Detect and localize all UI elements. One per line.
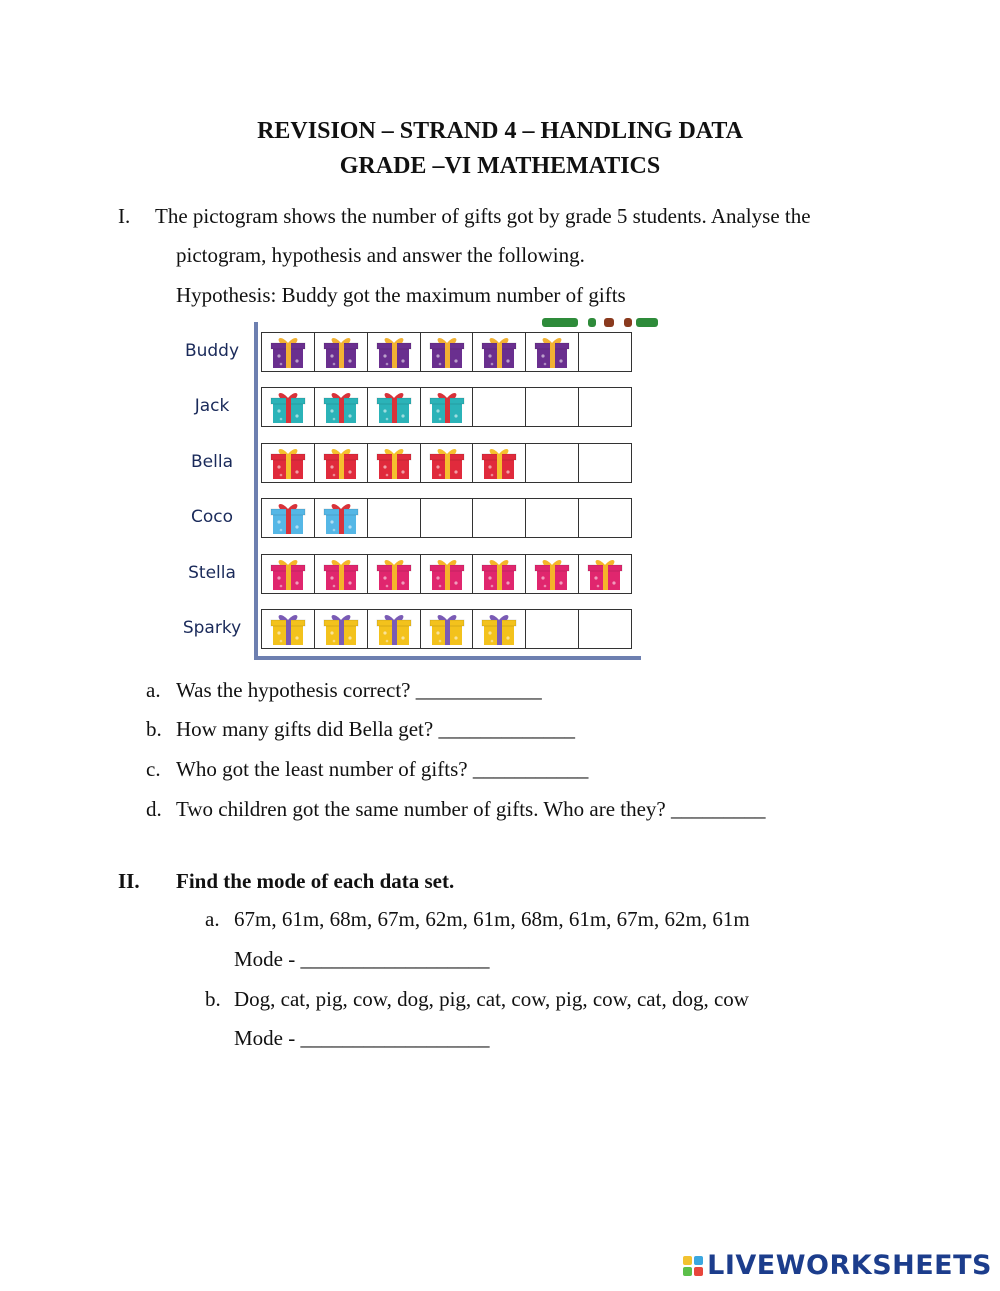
question-letter: c. [146, 757, 161, 781]
question-text[interactable]: How many gifts did Bella get? _____________ [176, 717, 575, 741]
pictogram-row-label: Bella [191, 452, 233, 472]
gift-icon [374, 556, 414, 592]
pictogram-cell [262, 333, 315, 371]
pictogram-cell [579, 333, 631, 371]
pictogram-cell [421, 610, 474, 648]
question-letter: d. [146, 797, 162, 821]
pictogram-cell [526, 610, 579, 648]
pictogram-cell [262, 555, 315, 593]
hypothesis-text: Hypothesis: Buddy got the maximum number of gifts [176, 283, 626, 307]
pictogram-cell [262, 388, 315, 426]
decoration-strip [588, 318, 596, 327]
gift-icon [268, 389, 308, 425]
gift-icon [374, 389, 414, 425]
gift-icon [427, 611, 467, 647]
pictogram-cell [262, 444, 315, 482]
pictogram-axis-horizontal [254, 656, 641, 660]
pictogram-row-label: Stella [188, 563, 236, 583]
gift-icon [321, 556, 361, 592]
gift-icon [321, 500, 361, 536]
pictogram-cell [473, 444, 526, 482]
question-letter: b. [146, 717, 162, 741]
gift-icon [427, 556, 467, 592]
pictogram-cell [526, 333, 579, 371]
pictogram-cell [579, 388, 631, 426]
pictogram-cell [473, 555, 526, 593]
pictogram-row [261, 332, 632, 372]
gift-icon [321, 389, 361, 425]
pictogram-cell [579, 499, 631, 537]
question-text[interactable]: Was the hypothesis correct? ____________ [176, 678, 542, 702]
pictogram-cell [421, 388, 474, 426]
pictogram-cell [526, 499, 579, 537]
mode-answer-a[interactable]: Mode - __________________ [234, 947, 490, 971]
gift-icon [479, 334, 519, 370]
gift-icon [585, 556, 625, 592]
pictogram-row-label: Jack [194, 396, 230, 416]
pictogram-cell [421, 444, 474, 482]
gift-icon [268, 611, 308, 647]
mode-item-letter: b. [205, 987, 221, 1011]
gift-icon [268, 445, 308, 481]
question-letter: a. [146, 678, 161, 702]
gift-icon [268, 500, 308, 536]
pictogram-cell [421, 499, 474, 537]
pictogram-cell [421, 333, 474, 371]
gift-icon [268, 556, 308, 592]
section2-heading: Find the mode of each data set. [176, 869, 455, 893]
pictogram-row [261, 443, 632, 483]
pictogram-cell [473, 333, 526, 371]
pictogram-cell [315, 388, 368, 426]
liveworksheets-logo [683, 1250, 992, 1281]
pictogram-cell [473, 610, 526, 648]
logo-mark-icon [683, 1256, 703, 1276]
worksheet-title-line2: GRADE –VI MATHEMATICS [339, 153, 661, 179]
gift-icon [268, 334, 308, 370]
pictogram-row-label: Buddy [184, 341, 240, 361]
pictogram-cell [315, 444, 368, 482]
gift-icon [427, 334, 467, 370]
section1-intro-line2: pictogram, hypothesis and answer the following. [176, 243, 585, 267]
pictogram-cell [368, 388, 421, 426]
decoration-strip [604, 318, 614, 327]
pictogram-cell [315, 555, 368, 593]
question-text[interactable]: Two children got the same number of gifts. Who are they? _________ [176, 797, 766, 821]
pictogram-row-label: Coco [190, 507, 234, 527]
pictogram-cell [579, 610, 631, 648]
mode-answer-b[interactable]: Mode - __________________ [234, 1026, 490, 1050]
pictogram-row-label: Sparky [182, 618, 242, 638]
section1-numeral: I. [118, 204, 131, 228]
gift-icon [374, 334, 414, 370]
gift-icon [479, 556, 519, 592]
pictogram-cell [526, 555, 579, 593]
gift-icon [532, 334, 572, 370]
gift-icon [427, 389, 467, 425]
worksheet-title-line1: REVISION – STRAND 4 – HANDLING DATA [257, 118, 743, 144]
gift-icon [374, 445, 414, 481]
pictogram-cell [368, 499, 421, 537]
pictogram-row [261, 498, 632, 538]
section1-intro-line1: The pictogram shows the number of gifts got by grade 5 students. Analyse the [155, 204, 811, 228]
pictogram-cell [579, 444, 631, 482]
logo-wordmark: LIVEWORKSHEETS [707, 1250, 992, 1281]
pictogram-row [261, 554, 632, 594]
decoration-strip [624, 318, 632, 327]
pictogram-cell [315, 333, 368, 371]
pictogram-cell [368, 444, 421, 482]
pictogram-cell [262, 610, 315, 648]
pictogram-row [261, 609, 632, 649]
gift-icon [321, 611, 361, 647]
pictogram-cell [473, 388, 526, 426]
gift-icon [479, 611, 519, 647]
pictogram-cell [526, 444, 579, 482]
pictogram-cell [368, 610, 421, 648]
pictogram-cell [262, 499, 315, 537]
decoration-strip [636, 318, 658, 327]
pictogram-cell [473, 499, 526, 537]
pictogram-cell [579, 555, 631, 593]
gift-icon [479, 445, 519, 481]
gift-pictogram [180, 318, 660, 663]
pictogram-cell [315, 499, 368, 537]
pictogram-cell [315, 610, 368, 648]
pictogram-row [261, 387, 632, 427]
gift-icon [532, 556, 572, 592]
gift-icon [374, 611, 414, 647]
mode-item-letter: a. [205, 907, 220, 931]
gift-icon [321, 445, 361, 481]
pictogram-cell [368, 333, 421, 371]
mode-dataset-a: 67m, 61m, 68m, 67m, 62m, 61m, 68m, 61m, 67m, 62m, 61m [234, 907, 750, 931]
gift-icon [321, 334, 361, 370]
pictogram-axis-vertical [254, 322, 258, 660]
mode-dataset-b: Dog, cat, pig, cow, dog, pig, cat, cow, pig, cow, cat, dog, cow [234, 987, 749, 1011]
decoration-strip [542, 318, 578, 327]
question-text[interactable]: Who got the least number of gifts? ___________ [176, 757, 589, 781]
pictogram-cell [526, 388, 579, 426]
section2-numeral: II. [118, 869, 140, 893]
pictogram-cell [368, 555, 421, 593]
pictogram-cell [421, 555, 474, 593]
gift-icon [427, 445, 467, 481]
